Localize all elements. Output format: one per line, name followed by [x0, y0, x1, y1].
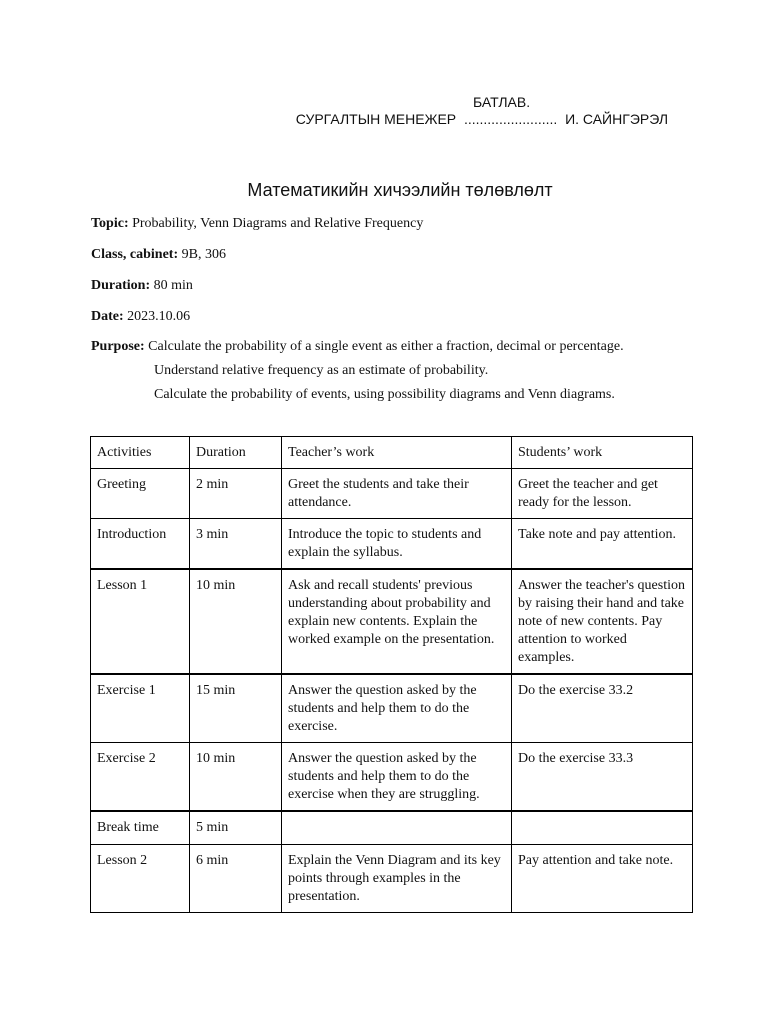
table-row [91, 811, 693, 844]
header-teachers-work: Teacher’s work [282, 437, 512, 469]
student-work-cell: Take note and pay attention. [512, 519, 693, 570]
duration-cell: 5 min [190, 811, 282, 844]
activity-cell: Lesson 1 [91, 569, 190, 674]
student-work-cell [512, 811, 693, 844]
student-work-cell: Answer the teacher's question by raising their hand and take note of new contents. Pay attention to worked examples. [512, 569, 693, 674]
table-row [91, 469, 693, 519]
duration-cell: 10 min [190, 569, 282, 674]
student-work-cell: Pay attention and take note. [512, 844, 693, 912]
activity-cell: Greeting [91, 469, 190, 519]
purpose-item: Calculate the probability of events, using possibility diagrams and Venn diagrams. [154, 387, 615, 402]
manager-name: И. САЙНГЭРЭЛ [565, 111, 668, 127]
purpose-label: Purpose: [91, 339, 145, 354]
teacher-work-cell [282, 811, 512, 844]
lesson-plan-table [90, 436, 693, 913]
duration-cell: 2 min [190, 469, 282, 519]
table-row [91, 519, 693, 570]
activity-cell: Introduction [91, 519, 190, 570]
activity-cell: Break time [91, 811, 190, 844]
document-title: Математикийн хичээлийн төлөвлөлт [247, 180, 553, 200]
activity-cell: Exercise 1 [91, 674, 190, 743]
table-row [91, 674, 693, 743]
class-value: 9B, 306 [181, 247, 226, 262]
table-row [91, 844, 693, 912]
table-header-row [91, 437, 693, 469]
teacher-work-cell: Answer the question asked by the students and help them to do the exercise when they are struggling. [282, 743, 512, 812]
table-row [91, 743, 693, 812]
activity-cell: Exercise 2 [91, 743, 190, 812]
student-work-cell: Do the exercise 33.2 [512, 674, 693, 743]
header-activities: Activities [91, 437, 190, 469]
duration-cell: 6 min [190, 844, 282, 912]
purpose-item: Understand relative frequency as an estimate of probability. [154, 363, 489, 378]
approval-heading: БАТЛАВ. [473, 94, 531, 110]
duration-value: 80 min [153, 278, 193, 293]
teacher-work-cell: Introduce the topic to students and explain the syllabus. [282, 519, 512, 570]
activity-cell: Lesson 2 [91, 844, 190, 912]
topic-label: Topic: [91, 216, 129, 231]
manager-signature-line [296, 111, 668, 127]
date-value: 2023.10.06 [127, 309, 191, 324]
table-row [91, 569, 693, 674]
purpose-item: Calculate the probability of a single event as either a fraction, decimal or percentage. [148, 339, 624, 354]
purpose-line [91, 339, 624, 355]
duration-cell: 10 min [190, 743, 282, 812]
date-line [91, 309, 190, 325]
student-work-cell: Do the exercise 33.3 [512, 743, 693, 812]
signature-dots: ........................ [463, 111, 558, 127]
duration-cell: 3 min [190, 519, 282, 570]
teacher-work-cell: Ask and recall students' previous understanding about probability and explain new contents. Explain the worked example on the presentation. [282, 569, 512, 674]
topic-line [91, 216, 423, 232]
teacher-work-cell: Answer the question asked by the students and help them to do the exercise. [282, 674, 512, 743]
duration-cell: 15 min [190, 674, 282, 743]
teacher-work-cell: Explain the Venn Diagram and its key points through examples in the presentation. [282, 844, 512, 912]
header-students-work: Students’ work [512, 437, 693, 469]
student-work-cell: Greet the teacher and get ready for the lesson. [512, 469, 693, 519]
duration-line [91, 278, 193, 294]
class-line [91, 247, 226, 263]
manager-label: СУРГАЛТЫН МЕНЕЖЕР [295, 111, 457, 127]
date-label: Date: [91, 309, 124, 324]
teacher-work-cell: Greet the students and take their attendance. [282, 469, 512, 519]
header-duration: Duration [190, 437, 282, 469]
duration-label: Duration: [91, 278, 151, 293]
class-label: Class, cabinet: [91, 247, 179, 262]
topic-value: Probability, Venn Diagrams and Relative Frequency [132, 216, 424, 231]
